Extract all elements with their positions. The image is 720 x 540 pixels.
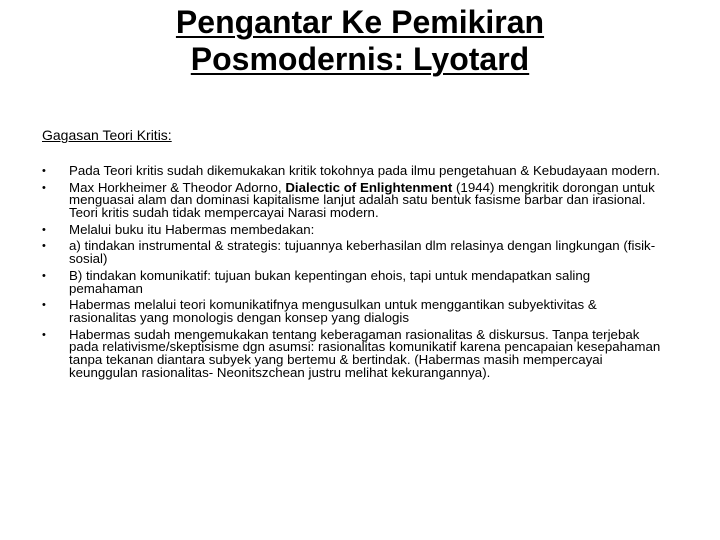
bullet-dot-icon: • (42, 165, 46, 177)
section-subheading: Gagasan Teori Kritis: (42, 127, 172, 143)
bullet-item (42, 267, 662, 296)
bullet-item (42, 326, 662, 381)
bullet-text: B) tindakan komunikatif: tujuan bukan kepentingan ehois, tapi untuk mendapatkan saling pemahaman (69, 267, 591, 296)
bullet-text: Melalui buku itu Habermas membedakan: (69, 221, 315, 237)
bullet-dot-icon: • (42, 223, 46, 236)
slide-title (60, 4, 660, 78)
bullet-text: Habermas melalui teori komunikatifnya mengusulkan untuk menggantikan subyektivitas & rasionalitas yang monologis dengan konsep yang dialogis (69, 297, 597, 326)
slide-title-line-2: Posmodernis: Lyotard (190, 41, 530, 77)
bullet-dot-icon: • (42, 269, 46, 282)
bullet-dot-icon: • (42, 181, 46, 194)
slide-title-line-1: Pengantar Ke Pemikiran (175, 4, 545, 40)
bullet-item (42, 240, 662, 266)
bullet-item (42, 179, 662, 221)
bullet-text: Pada Teori kritis sudah dikemukakan kritik tokohnya pada ilmu pengetahuan & Kebudayaan modern. (69, 163, 661, 178)
bullet-text-prefix: Max Horkheimer & Theodor Adorno, (69, 179, 286, 195)
bullet-dot-icon: • (42, 240, 46, 253)
bullet-list (42, 165, 662, 384)
bullet-item (42, 299, 662, 325)
bullet-text-suffix: (1944) mengkritik dorongan untuk menguasai alam dan dominasi kapitalisme lanjut adalah satu bentuk fasisme barbar dan irasional. Teori kritis sudah tidak mempercayai Narasi modern. (69, 179, 655, 221)
book-title: Dialectic of Enlightenment (285, 179, 453, 195)
bullet-dot-icon: • (42, 299, 46, 312)
bullet-item (42, 221, 662, 237)
bullet-text: a) tindakan instrumental & strategis: tujuannya keberhasilan dlm relasinya dengan lingkungan (fisik-sosial) (69, 238, 656, 267)
bullet-text: Habermas sudah mengemukakan tentang keberagaman rasionalitas & diskursus. Tanpa terjebak pada relativisme/skeptisisme dgn asumsi: rasionalitas komunikatif karena pencapaian kesepahaman tanpa tekanan diantara subyek yang bertemu & bertindak. (Habermas masih mempercayai keunggulan rasionalitas- Neonitszchean justru melihat kekurangannya). (69, 326, 661, 381)
bullet-dot-icon: • (42, 328, 46, 341)
bullet-item (42, 165, 662, 178)
